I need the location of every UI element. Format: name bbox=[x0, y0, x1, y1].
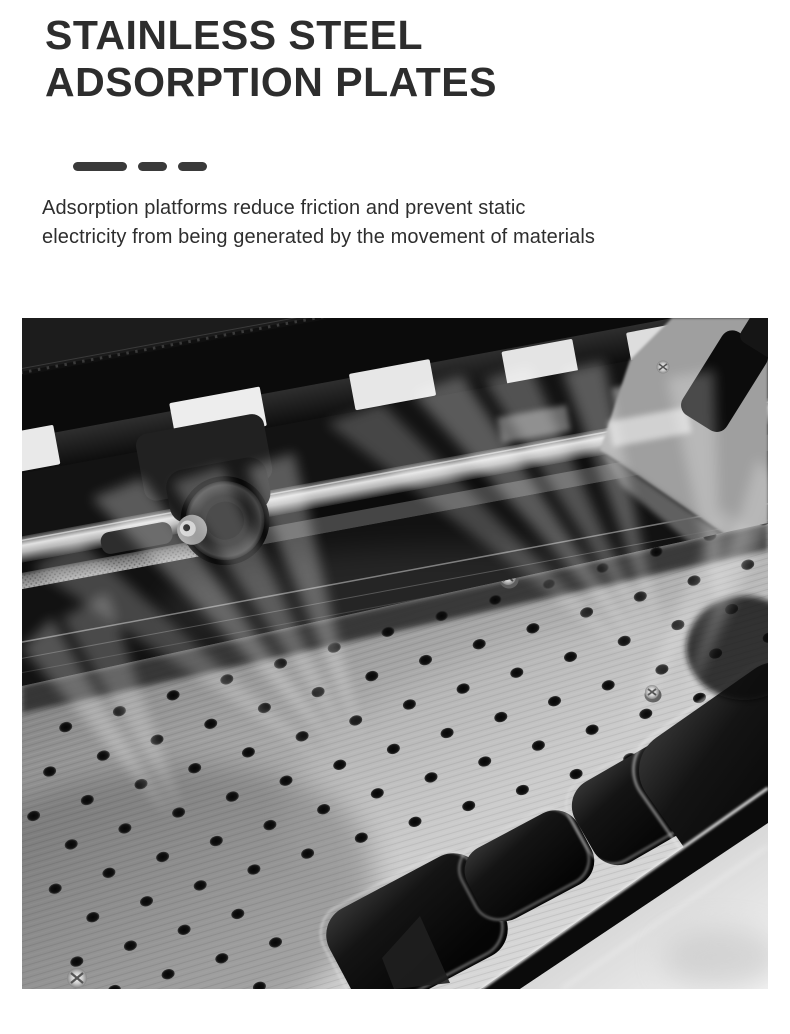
description-line-2: electricity from being generated by the movement of materials bbox=[42, 226, 596, 248]
divider-dashes bbox=[73, 162, 207, 171]
page-title bbox=[45, 12, 497, 106]
product-photo bbox=[22, 318, 768, 989]
dash-short bbox=[178, 162, 207, 171]
product-description bbox=[42, 194, 595, 252]
title-line-1: STAINLESS STEEL bbox=[45, 12, 424, 58]
dash-long bbox=[73, 162, 127, 171]
title-line-2: ADSORPTION PLATES bbox=[45, 59, 497, 105]
adsorption-plate-photo-illustration bbox=[22, 318, 768, 989]
dash-short bbox=[138, 162, 167, 171]
screw bbox=[67, 968, 87, 988]
description-line-1: Adsorption platforms reduce friction and prevent static bbox=[42, 197, 526, 219]
